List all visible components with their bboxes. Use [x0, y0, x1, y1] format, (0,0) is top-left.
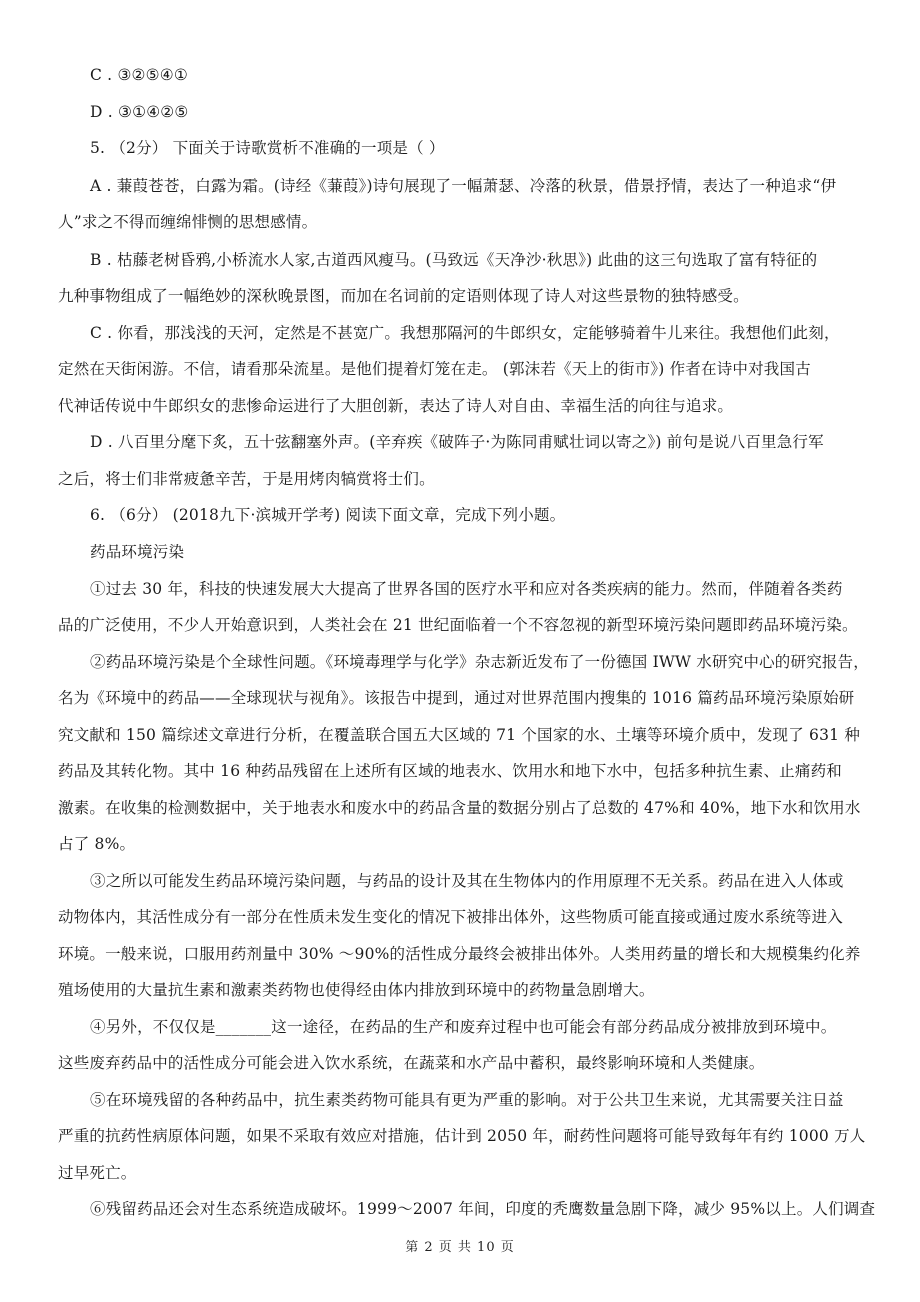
paragraph-3-line2: 动物体内，其活性成分有一部分在性质未发生变化的情况下被排出体外，这些物质可能直接或通过废水系统等进入	[58, 908, 844, 926]
paragraph-2-line3: 究文献和 150 篇综述文章进行分析，在覆盖联合国五大区域的 71 个国家的水、土壤等环境介质中，发现了 631 种	[58, 726, 861, 744]
question-5-stem: 5. （2分） 下面关于诗歌赏析不准确的一项是（ ）	[90, 139, 445, 157]
paragraph-2-line1: ②药品环境污染是个全球性问题。《环境毒理学与化学》杂志新近发布了一份德国 IWW 水研究中心的研究报告，	[90, 653, 869, 671]
article-title: 药品环境污染	[90, 543, 185, 561]
paragraph-1-line1: ①过去 30 年，科技的快速发展大大提高了世界各国的医疗水平和应对各类疾病的能力。然而，伴随着各类药	[90, 580, 843, 598]
option-d-q5-line2: 之后，将士们非常疲惫辛苦，于是用烤肉犒赏将士们。	[58, 470, 435, 488]
paragraph-5-line2: 严重的抗药性病原体问题，如果不采取有效应对措施，估计到 2050 年，耐药性问题将可能导致每年有约 1000 万人	[58, 1127, 866, 1145]
option-c-q5-line3: 代神话传说中牛郎织女的悲惨命运进行了大胆创新，表达了诗人对自由、幸福生活的向往与追求。	[58, 397, 734, 415]
option-b-q5-line2: 九种事物组成了一幅绝妙的深秋晚景图，而加在名词前的定语则体现了诗人对这些景物的独特感受。	[58, 287, 749, 305]
paragraph-5-line3: 过早死亡。	[58, 1164, 137, 1182]
paragraph-2-line2: 名为《环境中的药品——全球现状与视角》。该报告中提到，通过对世界范围内搜集的 1016 篇药品环境污染原始研	[58, 689, 855, 707]
option-c-q5-line1: C . 你看，那浅浅的天河，定然是不甚宽广。我想那隔河的牛郎织女，定能够骑着牛儿来往。我想他们此刻，	[90, 324, 840, 342]
paragraph-3-line4: 殖场使用的大量抗生素和激素类药物也使得经由体内排放到环境中的药物量急剧增大。	[58, 981, 655, 999]
paragraph-3-line3: 环境。一般来说，口服用药剂量中 30% ～90%的活性成分最终会被排出体外。人类用药量的增长和大规模集约化养	[58, 945, 861, 963]
paragraph-2-line5: 激素。在收集的检测数据中，关于地表水和废水中的药品含量的数据分别占了总数的 47%和 40%，地下水和饮用水	[58, 799, 861, 817]
paragraph-5-line1: ⑤在环境残留的各种药品中，抗生素类药物可能具有更为严重的影响。对于公共卫生来说，尤其需要关注日益	[90, 1091, 844, 1109]
option-a-q5-line1: A . 蒹葭苍苍，白露为霜。(诗经《蒹葭》)诗句展现了一幅萧瑟、冷落的秋景，借景抒情，表达了一种追求“伊	[90, 177, 837, 195]
paragraph-2-line6: 占了 8%。	[58, 835, 136, 853]
question-6-stem: 6. （6分） (2018九下·滨城开学考) 阅读下面文章，完成下列小题。	[90, 506, 566, 524]
paragraph-4-line2: 这些废弃药品中的活性成分可能会进入饮水系统，在蔬菜和水产品中蓄积，最终影响环境和人类健康。	[58, 1054, 765, 1072]
paragraph-6-line1: ⑥残留药品还会对生态系统造成破坏。1999～2007 年间，印度的秃鹰数量急剧下降，减少 95%以上。人们调查	[90, 1200, 876, 1218]
option-a-q5-line2: 人”求之不得而缠绵悱恻的思想感情。	[58, 213, 318, 231]
option-c-q5-line2: 定然在天街闲游。不信，请看那朵流星。是他们提着灯笼在走。 (郭沫若《天上的街市》) 作者在诗中对我国古	[58, 360, 811, 378]
option-d-q5-line1: D . 八百里分麾下炙，五十弦翻塞外声。(辛弃疾《破阵子·为陈同甫赋壮词以寄之》) 前句是说八百里急行军	[90, 433, 824, 451]
paragraph-4-line1: ④另外，不仅仅是_______这一途径，在药品的生产和废弃过程中也可能会有部分药品成分被排放到环境中。	[90, 1018, 837, 1036]
paragraph-1-line2: 品的广泛使用，不少人开始意识到，人类社会在 21 世纪面临着一个不容忽视的新型环境污染问题即药品环境污染。	[58, 616, 858, 634]
option-b-q5-line1: B . 枯藤老树昏鸦,小桥流水人家,古道西风瘦马。(马致远《天净沙·秋思》) 此曲的这三句选取了富有特征的	[90, 251, 818, 269]
option-c-q4: C . ③②⑤④①	[90, 66, 188, 84]
option-d-q4: D . ③①④②⑤	[90, 103, 189, 121]
paragraph-2-line4: 药品及其转化物。其中 16 种药品残留在上述所有区域的地表水、饮用水和地下水中，包括多种抗生素、止痛药和	[58, 762, 842, 780]
page-footer: 第 2 页 共 10 页	[405, 1240, 515, 1255]
paragraph-3-line1: ③之所以可能发生药品环境污染问题，与药品的设计及其在生物体内的作用原理不无关系。药品在进入人体或	[90, 872, 844, 890]
